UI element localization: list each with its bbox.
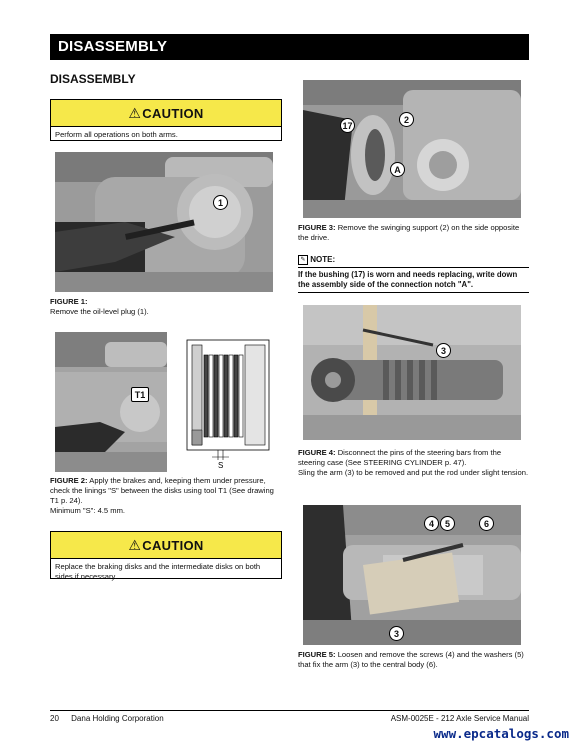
figure4-text: Disconnect the pins of the steering bars from the steering case (See STEERING CYLINDER p. 47). xyxy=(298,448,502,467)
figure3-callout-a: A xyxy=(390,162,405,177)
figure5-text: Loosen and remove the screws (4) and the washers (5) that fix the arm (3) to the central body (6). xyxy=(298,650,524,669)
figure3-text: Remove the swinging support (2) on the side opposite the drive. xyxy=(298,223,520,242)
watermark-text: www.epcatalogs.com xyxy=(433,726,569,741)
note-block xyxy=(298,255,529,293)
figure5-callout-6: 6 xyxy=(479,516,494,531)
caution-header xyxy=(51,100,281,127)
figure1-caption xyxy=(50,297,282,317)
figure2-drawing-label-s: S xyxy=(218,461,224,470)
figure2-drawing xyxy=(182,335,274,470)
caution-label: CAUTION xyxy=(142,537,204,553)
note-text: If the bushing (17) is worn and needs replacing, write down the assembly side of the connection notch "A". xyxy=(298,270,518,289)
figure3-callout-2: 2 xyxy=(399,112,414,127)
figure4-text-2: Sling the arm (3) to be removed and put the rod under slight tension. xyxy=(298,468,529,477)
figure3-caption xyxy=(298,223,529,243)
caution-header xyxy=(51,532,281,559)
figure3-photo xyxy=(303,80,521,218)
figure5-callout-4: 4 xyxy=(424,516,439,531)
footer-doc-title: ASM-0025E - 212 Axle Service Manual xyxy=(390,714,529,723)
figure2-callout-t1: T1 xyxy=(131,387,149,402)
section-heading: DISASSEMBLY xyxy=(50,72,136,86)
caution-text: Perform all operations on both arms. xyxy=(55,130,178,139)
figure2-caption xyxy=(50,476,282,516)
figure1-photo xyxy=(55,152,273,292)
caution-box-1 xyxy=(50,99,282,141)
footer-company: Dana Holding Corporation xyxy=(71,714,164,723)
figure4-photo xyxy=(303,305,521,440)
figure4-caption xyxy=(298,448,529,478)
figure5-label: FIGURE 5: xyxy=(298,650,336,659)
note-icon: ✎ xyxy=(298,255,308,265)
caution-text: Replace the braking disks and the intermediate disks on both sides if necessary. xyxy=(55,562,261,581)
caution-box-2 xyxy=(50,531,282,579)
note-rule-bottom xyxy=(298,292,529,293)
figure5-callout-5: 5 xyxy=(440,516,455,531)
figure2-photo xyxy=(55,332,167,472)
page-title-bar: DISASSEMBLY xyxy=(50,34,529,60)
footer-rule xyxy=(50,710,529,711)
note-header xyxy=(298,255,529,265)
figure1-text: Remove the oil-level plug (1). xyxy=(50,307,149,316)
figure2-text: Apply the brakes and, keeping them under pressure, check the linings "S" between the disks using tool T1 (See drawing T1 p. 24). xyxy=(50,476,274,505)
note-label: NOTE: xyxy=(310,255,336,265)
figure2-label: FIGURE 2: xyxy=(50,476,88,485)
figure5-caption xyxy=(298,650,529,670)
figure5-callout-3: 3 xyxy=(389,626,404,641)
caution-label: CAUTION xyxy=(142,105,204,121)
figure4-label: FIGURE 4: xyxy=(298,448,336,457)
note-rule-top xyxy=(298,267,529,268)
figure2-minimum: Minimum "S": 4.5 mm. xyxy=(50,506,126,515)
footer-left xyxy=(50,714,164,723)
warning-triangle-icon: ⚠ xyxy=(128,104,142,121)
warning-triangle-icon: ⚠ xyxy=(128,536,142,553)
figure3-callout-17: 17 xyxy=(340,118,355,133)
figure3-label: FIGURE 3: xyxy=(298,223,336,232)
figure5-photo xyxy=(303,505,521,645)
page-number: 20 xyxy=(50,714,59,723)
figure1-label: FIGURE 1: xyxy=(50,297,88,306)
figure4-callout-3: 3 xyxy=(436,343,451,358)
figure1-callout-1: 1 xyxy=(213,195,228,210)
